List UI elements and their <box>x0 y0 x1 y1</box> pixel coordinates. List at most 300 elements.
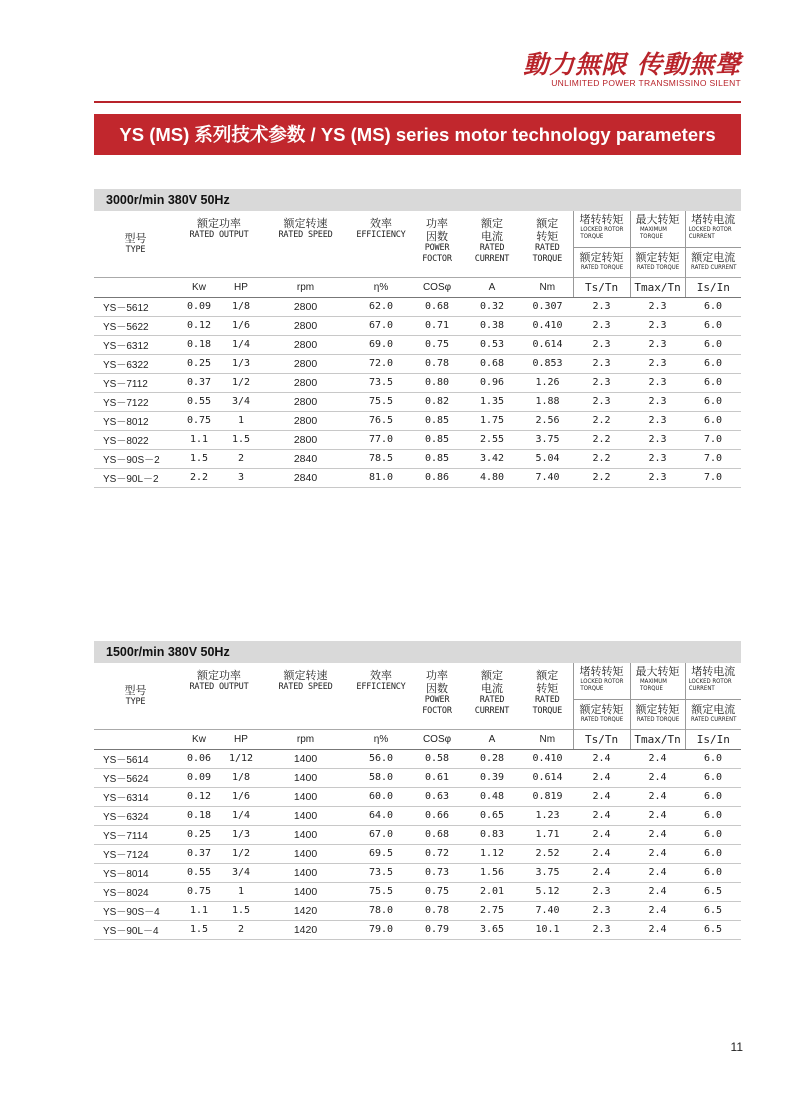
cell-efficiency: 77.0 <box>350 430 412 449</box>
cell-speed: 1400 <box>261 863 350 882</box>
cell-current: 0.53 <box>462 335 522 354</box>
cell-output-hp: 1/2 <box>221 373 261 392</box>
cell-output-hp: 1/4 <box>221 335 261 354</box>
rated-output-en: RATED OUTPUT <box>189 230 249 240</box>
table-row <box>94 430 741 449</box>
cell-model: YS－8022 <box>94 430 177 449</box>
max-torque-base-header <box>630 699 685 729</box>
unit-kw: Kw <box>177 277 221 297</box>
cell-is-in: 6.0 <box>685 335 741 354</box>
rated-output-zh: 额定功率 <box>197 217 241 230</box>
cell-torque: 0.410 <box>522 316 573 335</box>
cell-output-hp: 1/6 <box>221 787 261 806</box>
locked-torque-header <box>573 211 630 247</box>
cell-model: YS－8024 <box>94 882 177 901</box>
cell-power-factor: 0.85 <box>412 411 462 430</box>
cell-current: 0.28 <box>462 749 522 768</box>
table-row <box>94 825 741 844</box>
unit-kw: Kw <box>177 729 221 749</box>
cell-power-factor: 0.80 <box>412 373 462 392</box>
locked-current-base-header <box>685 699 741 729</box>
cell-tmax-tn: 2.4 <box>630 787 685 806</box>
unit-ts-tn: Ts/Tn <box>573 277 630 297</box>
cell-ts-tn: 2.3 <box>573 920 630 939</box>
cell-power-factor: 0.66 <box>412 806 462 825</box>
max-torque-header <box>630 211 685 247</box>
cell-tmax-tn: 2.3 <box>630 316 685 335</box>
unit-hp: HP <box>221 277 261 297</box>
cell-ts-tn: 2.2 <box>573 449 630 468</box>
cell-efficiency: 64.0 <box>350 806 412 825</box>
cell-ts-tn: 2.4 <box>573 825 630 844</box>
cell-current: 2.75 <box>462 901 522 920</box>
power-factor-zh: 功率因数 <box>426 669 449 695</box>
max-torque-base-en: RATED TORQUE <box>636 263 679 271</box>
rated-output-header <box>177 211 261 277</box>
cell-power-factor: 0.72 <box>412 844 462 863</box>
cell-torque: 7.40 <box>522 901 573 920</box>
cell-ts-tn: 2.4 <box>573 844 630 863</box>
cell-is-in: 6.0 <box>685 787 741 806</box>
cell-current: 3.65 <box>462 920 522 939</box>
table-row <box>94 787 741 806</box>
rated-output-zh: 额定功率 <box>197 669 241 682</box>
cell-output-kw: 0.55 <box>177 392 221 411</box>
cell-model: YS－5622 <box>94 316 177 335</box>
type-header <box>94 211 177 277</box>
cell-model: YS－6324 <box>94 806 177 825</box>
cell-power-factor: 0.71 <box>412 316 462 335</box>
locked-current-base-en: RATED CURRENT <box>690 263 736 271</box>
locked-current-zh: 堵转电流 <box>691 665 736 678</box>
cell-speed: 1400 <box>261 825 350 844</box>
cell-speed: 2800 <box>261 335 350 354</box>
efficiency-header <box>350 211 412 277</box>
cell-output-kw: 1.1 <box>177 901 221 920</box>
locked-current-base-zh: 额定电流 <box>691 702 736 716</box>
cell-is-in: 6.0 <box>685 768 741 787</box>
cell-efficiency: 79.0 <box>350 920 412 939</box>
locked-current-header <box>685 663 741 699</box>
cell-torque: 0.307 <box>522 297 573 316</box>
cell-power-factor: 0.78 <box>412 901 462 920</box>
cell-ts-tn: 2.4 <box>573 863 630 882</box>
cell-ts-tn: 2.3 <box>573 316 630 335</box>
table-row <box>94 768 741 787</box>
header-divider <box>94 101 741 103</box>
table-row <box>94 806 741 825</box>
cell-power-factor: 0.63 <box>412 787 462 806</box>
cell-tmax-tn: 2.3 <box>630 335 685 354</box>
cell-output-kw: 0.75 <box>177 411 221 430</box>
cell-is-in: 6.5 <box>685 920 741 939</box>
cell-speed: 2800 <box>261 411 350 430</box>
cell-tmax-tn: 2.3 <box>630 411 685 430</box>
locked-current-base-header <box>685 247 741 277</box>
cell-current: 2.01 <box>462 882 522 901</box>
cell-speed: 2800 <box>261 392 350 411</box>
efficiency-zh: 效率 <box>370 217 393 230</box>
table-row <box>94 354 741 373</box>
cell-is-in: 6.5 <box>685 901 741 920</box>
cell-efficiency: 73.5 <box>350 373 412 392</box>
max-torque-base-en: RATED TORQUE <box>636 715 679 723</box>
max-torque-en: MAXIMUM TORQUE <box>639 226 667 240</box>
cell-current: 1.12 <box>462 844 522 863</box>
cell-output-kw: 0.12 <box>177 787 221 806</box>
rated-current-header <box>462 663 522 729</box>
cell-speed: 1400 <box>261 882 350 901</box>
cell-output-hp: 1/3 <box>221 354 261 373</box>
cell-torque: 2.56 <box>522 411 573 430</box>
unit-is-in: Is/In <box>685 277 741 297</box>
efficiency-en: EFFICIENCY <box>356 230 406 240</box>
power-factor-header <box>412 663 462 729</box>
cell-torque: 5.04 <box>522 449 573 468</box>
max-torque-header <box>630 663 685 699</box>
table-condition-heading: 3000r/min 380V 50Hz <box>94 189 741 211</box>
units-row <box>94 729 741 749</box>
cell-output-kw: 0.09 <box>177 768 221 787</box>
cell-efficiency: 78.0 <box>350 901 412 920</box>
unit-efficiency: η% <box>350 729 412 749</box>
parameters-table <box>94 211 741 488</box>
cell-torque: 0.819 <box>522 787 573 806</box>
cell-efficiency: 58.0 <box>350 768 412 787</box>
locked-torque-base-en: RATED TORQUE <box>580 715 623 723</box>
cell-speed: 1400 <box>261 787 350 806</box>
rated-torque-header <box>522 211 573 277</box>
cell-torque: 0.410 <box>522 749 573 768</box>
cell-ts-tn: 2.4 <box>573 768 630 787</box>
cell-power-factor: 0.82 <box>412 392 462 411</box>
locked-current-header <box>685 211 741 247</box>
unit-efficiency: η% <box>350 277 412 297</box>
cell-output-kw: 2.2 <box>177 468 221 487</box>
cell-current: 0.65 <box>462 806 522 825</box>
unit-tmax-tn: Tmax/Tn <box>630 277 685 297</box>
page-number: 11 <box>730 1040 743 1054</box>
unit-rpm: rpm <box>261 277 350 297</box>
cell-power-factor: 0.85 <box>412 430 462 449</box>
cell-tmax-tn: 2.3 <box>630 430 685 449</box>
cell-model: YS－5614 <box>94 749 177 768</box>
cell-speed: 2800 <box>261 354 350 373</box>
cell-current: 0.39 <box>462 768 522 787</box>
max-torque-zh: 最大转矩 <box>635 665 680 678</box>
unit-tmax-tn: Tmax/Tn <box>630 729 685 749</box>
cell-output-hp: 1/8 <box>221 297 261 316</box>
type-header-en: TYPE <box>125 244 146 255</box>
rated-speed-en: RATED SPEED <box>278 230 333 240</box>
cell-output-hp: 1/12 <box>221 749 261 768</box>
power-factor-header <box>412 211 462 277</box>
cell-is-in: 7.0 <box>685 468 741 487</box>
cell-tmax-tn: 2.4 <box>630 768 685 787</box>
cell-output-kw: 1.5 <box>177 920 221 939</box>
locked-torque-zh: 堵转转矩 <box>579 665 624 678</box>
cell-speed: 1400 <box>261 768 350 787</box>
cell-power-factor: 0.86 <box>412 468 462 487</box>
cell-torque: 3.75 <box>522 430 573 449</box>
cell-is-in: 6.0 <box>685 411 741 430</box>
cell-power-factor: 0.75 <box>412 335 462 354</box>
cell-efficiency: 75.5 <box>350 392 412 411</box>
cell-speed: 2800 <box>261 373 350 392</box>
cell-is-in: 6.0 <box>685 392 741 411</box>
cell-tmax-tn: 2.4 <box>630 806 685 825</box>
table-row <box>94 316 741 335</box>
cell-speed: 1400 <box>261 844 350 863</box>
type-header <box>94 663 177 729</box>
locked-current-base-zh: 额定电流 <box>691 250 736 264</box>
unit-nm: Nm <box>522 277 573 297</box>
table-row <box>94 901 741 920</box>
cell-output-hp: 1/2 <box>221 844 261 863</box>
cell-current: 2.55 <box>462 430 522 449</box>
efficiency-zh: 效率 <box>370 669 393 682</box>
cell-output-hp: 3/4 <box>221 392 261 411</box>
cell-output-hp: 2 <box>221 449 261 468</box>
cell-model: YS－8012 <box>94 411 177 430</box>
cell-torque: 5.12 <box>522 882 573 901</box>
cell-output-hp: 1 <box>221 411 261 430</box>
brand-logo <box>523 50 741 88</box>
cell-efficiency: 60.0 <box>350 787 412 806</box>
cell-power-factor: 0.58 <box>412 749 462 768</box>
cell-is-in: 6.0 <box>685 354 741 373</box>
cell-current: 0.38 <box>462 316 522 335</box>
type-header-zh: 型号 <box>124 683 147 697</box>
cell-current: 1.35 <box>462 392 522 411</box>
cell-model: YS－8014 <box>94 863 177 882</box>
rated-speed-header <box>261 663 350 729</box>
rated-torque-en: RATED TORQUE <box>532 243 563 264</box>
cell-output-hp: 1/3 <box>221 825 261 844</box>
cell-power-factor: 0.75 <box>412 882 462 901</box>
locked-torque-base-zh: 额定转矩 <box>579 250 624 264</box>
table-row <box>94 297 741 316</box>
cell-ts-tn: 2.3 <box>573 373 630 392</box>
rated-torque-zh: 额定转矩 <box>536 217 559 243</box>
cell-torque: 1.71 <box>522 825 573 844</box>
cell-efficiency: 78.5 <box>350 449 412 468</box>
page-title: YS (MS) 系列技术参数 / YS (MS) series motor technology parameters <box>94 114 741 155</box>
cell-model: YS－5612 <box>94 297 177 316</box>
cell-speed: 2800 <box>261 316 350 335</box>
cell-model: YS－90S－2 <box>94 449 177 468</box>
cell-is-in: 7.0 <box>685 449 741 468</box>
table-row <box>94 449 741 468</box>
max-torque-base-zh: 额定转矩 <box>635 250 680 264</box>
locked-current-zh: 堵转电流 <box>691 213 736 226</box>
cell-output-kw: 0.18 <box>177 806 221 825</box>
efficiency-header <box>350 663 412 729</box>
cell-efficiency: 69.5 <box>350 844 412 863</box>
cell-output-hp: 3 <box>221 468 261 487</box>
cell-output-hp: 1 <box>221 882 261 901</box>
cell-efficiency: 73.5 <box>350 863 412 882</box>
cell-output-kw: 0.75 <box>177 882 221 901</box>
rated-torque-header <box>522 663 573 729</box>
cell-model: YS－6322 <box>94 354 177 373</box>
cell-tmax-tn: 2.4 <box>630 882 685 901</box>
rated-torque-en: RATED TORQUE <box>532 695 563 716</box>
locked-torque-base-zh: 额定转矩 <box>579 702 624 716</box>
cell-current: 0.48 <box>462 787 522 806</box>
unit-cos-phi: COSφ <box>412 277 462 297</box>
cell-output-kw: 0.55 <box>177 863 221 882</box>
cell-output-kw: 0.06 <box>177 749 221 768</box>
cell-torque: 0.614 <box>522 335 573 354</box>
cell-tmax-tn: 2.3 <box>630 392 685 411</box>
rated-speed-zh: 额定转速 <box>283 669 328 682</box>
table-row <box>94 920 741 939</box>
brand-tagline: UNLIMITED POWER TRANSMISSINO SILENT <box>551 78 741 88</box>
cell-ts-tn: 2.2 <box>573 411 630 430</box>
table-row <box>94 392 741 411</box>
parameters-table <box>94 663 741 940</box>
cell-power-factor: 0.78 <box>412 354 462 373</box>
cell-output-kw: 0.12 <box>177 316 221 335</box>
cell-torque: 2.52 <box>522 844 573 863</box>
cell-speed: 2840 <box>261 449 350 468</box>
cell-ts-tn: 2.4 <box>573 787 630 806</box>
rated-current-en: RATED CURRENT <box>474 243 510 264</box>
cell-efficiency: 67.0 <box>350 825 412 844</box>
cell-tmax-tn: 2.3 <box>630 468 685 487</box>
cell-current: 4.80 <box>462 468 522 487</box>
table-row <box>94 863 741 882</box>
locked-torque-base-en: RATED TORQUE <box>580 263 623 271</box>
cell-is-in: 6.0 <box>685 806 741 825</box>
table-row <box>94 844 741 863</box>
cell-output-hp: 3/4 <box>221 863 261 882</box>
locked-torque-base-header <box>573 699 630 729</box>
cell-output-hp: 1.5 <box>221 901 261 920</box>
cell-output-hp: 1/8 <box>221 768 261 787</box>
table-block-3000rpm <box>94 189 741 488</box>
rated-current-zh: 额定电流 <box>481 669 504 695</box>
max-torque-en: MAXIMUM TORQUE <box>639 678 667 692</box>
cell-torque: 1.23 <box>522 806 573 825</box>
table-row <box>94 335 741 354</box>
cell-efficiency: 56.0 <box>350 749 412 768</box>
unit-rpm: rpm <box>261 729 350 749</box>
cell-model: YS－7122 <box>94 392 177 411</box>
power-factor-en: POWER FOCTOR <box>422 695 452 716</box>
cell-current: 0.32 <box>462 297 522 316</box>
rated-current-zh: 额定电流 <box>481 217 504 243</box>
cell-ts-tn: 2.3 <box>573 335 630 354</box>
type-header-zh: 型号 <box>124 231 147 245</box>
rated-speed-header <box>261 211 350 277</box>
table-row <box>94 468 741 487</box>
cell-is-in: 6.0 <box>685 844 741 863</box>
table-row <box>94 373 741 392</box>
rated-output-en: RATED OUTPUT <box>189 682 249 692</box>
cell-output-kw: 0.18 <box>177 335 221 354</box>
power-factor-zh: 功率因数 <box>426 217 449 243</box>
cell-tmax-tn: 2.4 <box>630 749 685 768</box>
rated-speed-zh: 额定转速 <box>283 217 328 230</box>
locked-current-en: LOCKED ROTOR CURRENT <box>688 678 732 692</box>
locked-current-base-en: RATED CURRENT <box>690 715 736 723</box>
cell-efficiency: 62.0 <box>350 297 412 316</box>
cell-model: YS－5624 <box>94 768 177 787</box>
cell-is-in: 6.0 <box>685 316 741 335</box>
rated-current-en: RATED CURRENT <box>474 695 510 716</box>
cell-current: 1.75 <box>462 411 522 430</box>
cell-current: 1.56 <box>462 863 522 882</box>
cell-power-factor: 0.85 <box>412 449 462 468</box>
cell-is-in: 6.0 <box>685 297 741 316</box>
cell-speed: 1420 <box>261 920 350 939</box>
unit-cos-phi: COSφ <box>412 729 462 749</box>
unit-nm: Nm <box>522 729 573 749</box>
cell-speed: 2800 <box>261 297 350 316</box>
cell-model: YS－6314 <box>94 787 177 806</box>
cell-ts-tn: 2.3 <box>573 882 630 901</box>
cell-tmax-tn: 2.3 <box>630 449 685 468</box>
unit-ampere: A <box>462 277 522 297</box>
cell-current: 0.83 <box>462 825 522 844</box>
power-factor-en: POWER FOCTOR <box>422 243 452 264</box>
cell-efficiency: 81.0 <box>350 468 412 487</box>
cell-model: YS－90S－4 <box>94 901 177 920</box>
cell-is-in: 7.0 <box>685 430 741 449</box>
table-row <box>94 749 741 768</box>
cell-model: YS－7124 <box>94 844 177 863</box>
rated-speed-en: RATED SPEED <box>278 682 333 692</box>
cell-ts-tn: 2.2 <box>573 430 630 449</box>
cell-current: 0.68 <box>462 354 522 373</box>
cell-is-in: 6.0 <box>685 863 741 882</box>
rated-output-header <box>177 663 261 729</box>
cell-is-in: 6.0 <box>685 373 741 392</box>
cell-speed: 2840 <box>261 468 350 487</box>
cell-efficiency: 67.0 <box>350 316 412 335</box>
cell-ts-tn: 2.3 <box>573 901 630 920</box>
cell-tmax-tn: 2.4 <box>630 920 685 939</box>
cell-current: 0.96 <box>462 373 522 392</box>
cell-tmax-tn: 2.3 <box>630 297 685 316</box>
cell-ts-tn: 2.2 <box>573 468 630 487</box>
cell-output-kw: 0.25 <box>177 825 221 844</box>
cell-output-hp: 1/4 <box>221 806 261 825</box>
cell-efficiency: 75.5 <box>350 882 412 901</box>
max-torque-zh: 最大转矩 <box>635 213 680 226</box>
units-row <box>94 277 741 297</box>
cell-model: YS－7114 <box>94 825 177 844</box>
cell-ts-tn: 2.4 <box>573 806 630 825</box>
cell-efficiency: 72.0 <box>350 354 412 373</box>
cell-torque: 1.88 <box>522 392 573 411</box>
cell-ts-tn: 2.3 <box>573 392 630 411</box>
cell-tmax-tn: 2.3 <box>630 354 685 373</box>
table-block-1500rpm <box>94 641 741 940</box>
cell-model: YS－6312 <box>94 335 177 354</box>
locked-torque-header <box>573 663 630 699</box>
cell-model: YS－90L－4 <box>94 920 177 939</box>
cell-torque: 0.614 <box>522 768 573 787</box>
cell-ts-tn: 2.4 <box>573 749 630 768</box>
cell-torque: 10.1 <box>522 920 573 939</box>
cell-output-kw: 0.37 <box>177 373 221 392</box>
cell-tmax-tn: 2.4 <box>630 844 685 863</box>
cell-speed: 1400 <box>261 749 350 768</box>
cell-power-factor: 0.61 <box>412 768 462 787</box>
